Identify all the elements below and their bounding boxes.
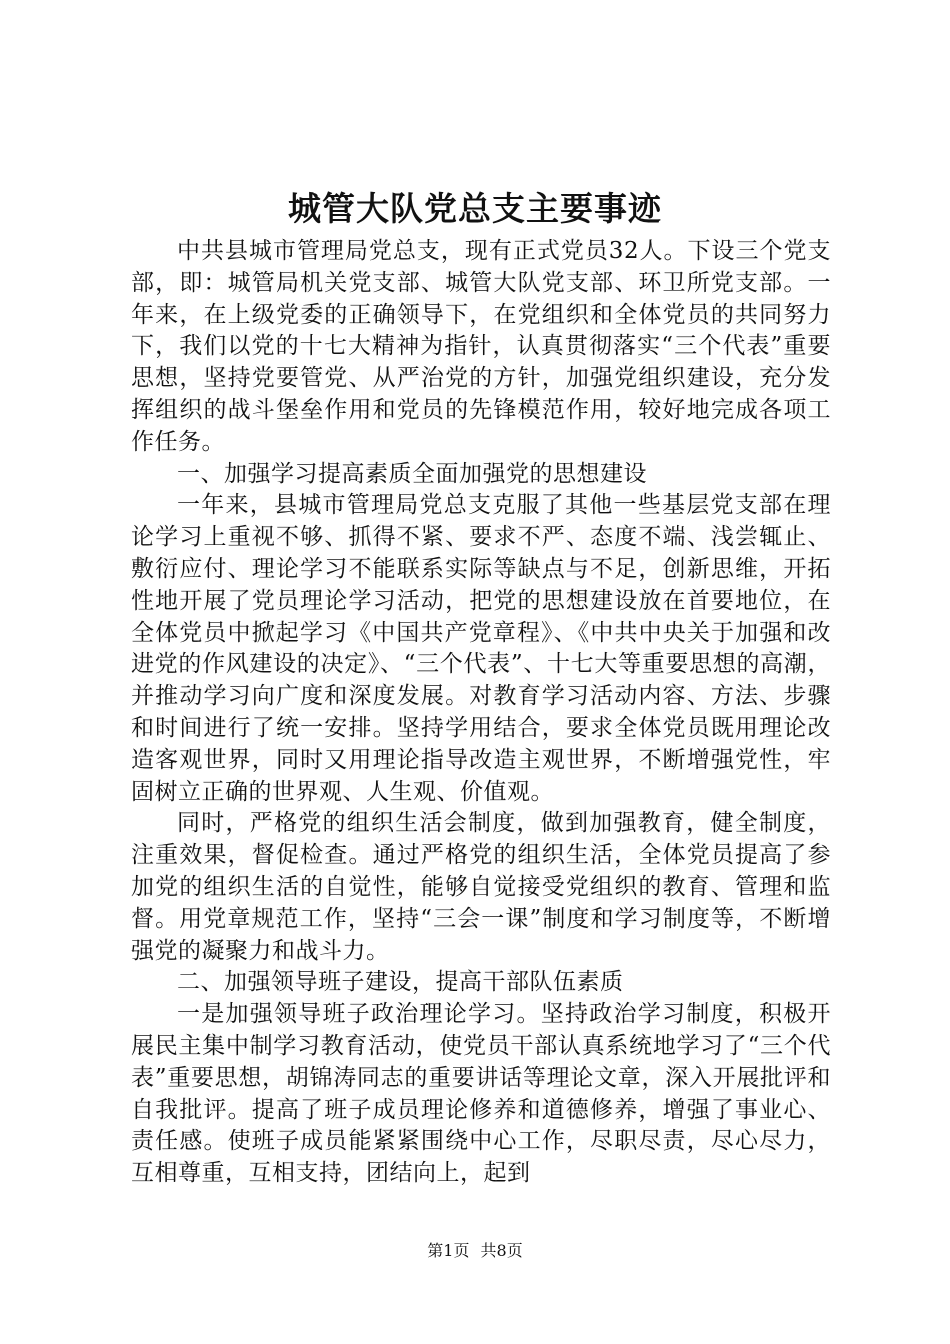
document-body (131, 236, 831, 1190)
paragraph-organization-life: 同时，严格党的组织生活会制度，做到加强教育，健全制度，注重效果，督促检查。通过严格党的组织生活，全体党员提高了参加党的组织生活的自觉性，能够自觉接受党组织的教育、管理和监督。用党章规范工作，坚持“三会一课”制度和学习制度等，不断增强党的凝聚力和战斗力。 (131, 810, 831, 964)
section-heading-2: 二、加强领导班子建设，提高干部队伍素质 (177, 969, 624, 996)
page-number: 第1页 (427, 1241, 470, 1260)
section-heading-1: 一、加强学习提高素质全面加强党的思想建设 (177, 460, 647, 487)
paragraph-study: 一年来，县城市管理局党总支克服了其他一些基层党支部在理论学习上重视不够、抓得不紧、要求不严、态度不端、浅尝辄止、敷衍应付、理论学习不能联系实际等缺点与不足，创新思维，开拓性地开展了党员理论学习活动，把党的思想建设放在首要地位，在全体党员中掀起学习《中国共产党章程》、《中共中央关于加强和改进党的作风建设的决定》、“三个代表”、十七大等重要思想的高潮，并推动学习向广度和深度发展。对教育学习活动内容、方法、步骤和时间进行了统一安排。坚持学用结合，要求全体党员既用理论改造客观世界，同时又用理论指导改造主观世界，不断增强党性，牢固树立正确的世界观、人生观、价值观。 (131, 492, 831, 805)
document-title: 城管大队党总支主要事迹 (288, 189, 662, 228)
paragraph-intro: 中共县城市管理局党总支，现有正式党员32人。下设三个党支部，即：城管局机关党支部、城管大队党支部、环卫所党支部。一年来，在上级党委的正确领导下，在党组织和全体党员的共同努力下，我们以党的十七大精神为指针，认真贯彻落实“三个代表”重要思想，坚持党要管党、从严治党的方针，加强党组织建设，充分发挥组织的战斗堡垒作用和党员的先锋模范作用，较好地完成各项工作任务。 (131, 238, 831, 455)
paragraph-leadership: 一是加强领导班子政治理论学习。坚持政治学习制度，积极开展民主集中制学习教育活动，使党员干部认真系统地学习了“三个代表”重要思想，胡锦涛同志的重要讲话等理论文章，深入开展批评和自我批评。提高了班子成员理论修养和道德修养，增强了事业心、责任感。使班子成员能紧紧围绕中心工作，尽职尽责，尽心尽力，互相尊重，互相支持，团结向上，起到 (131, 1001, 831, 1187)
page-total: 共8页 (480, 1241, 523, 1260)
page-footer (0, 1240, 950, 1262)
